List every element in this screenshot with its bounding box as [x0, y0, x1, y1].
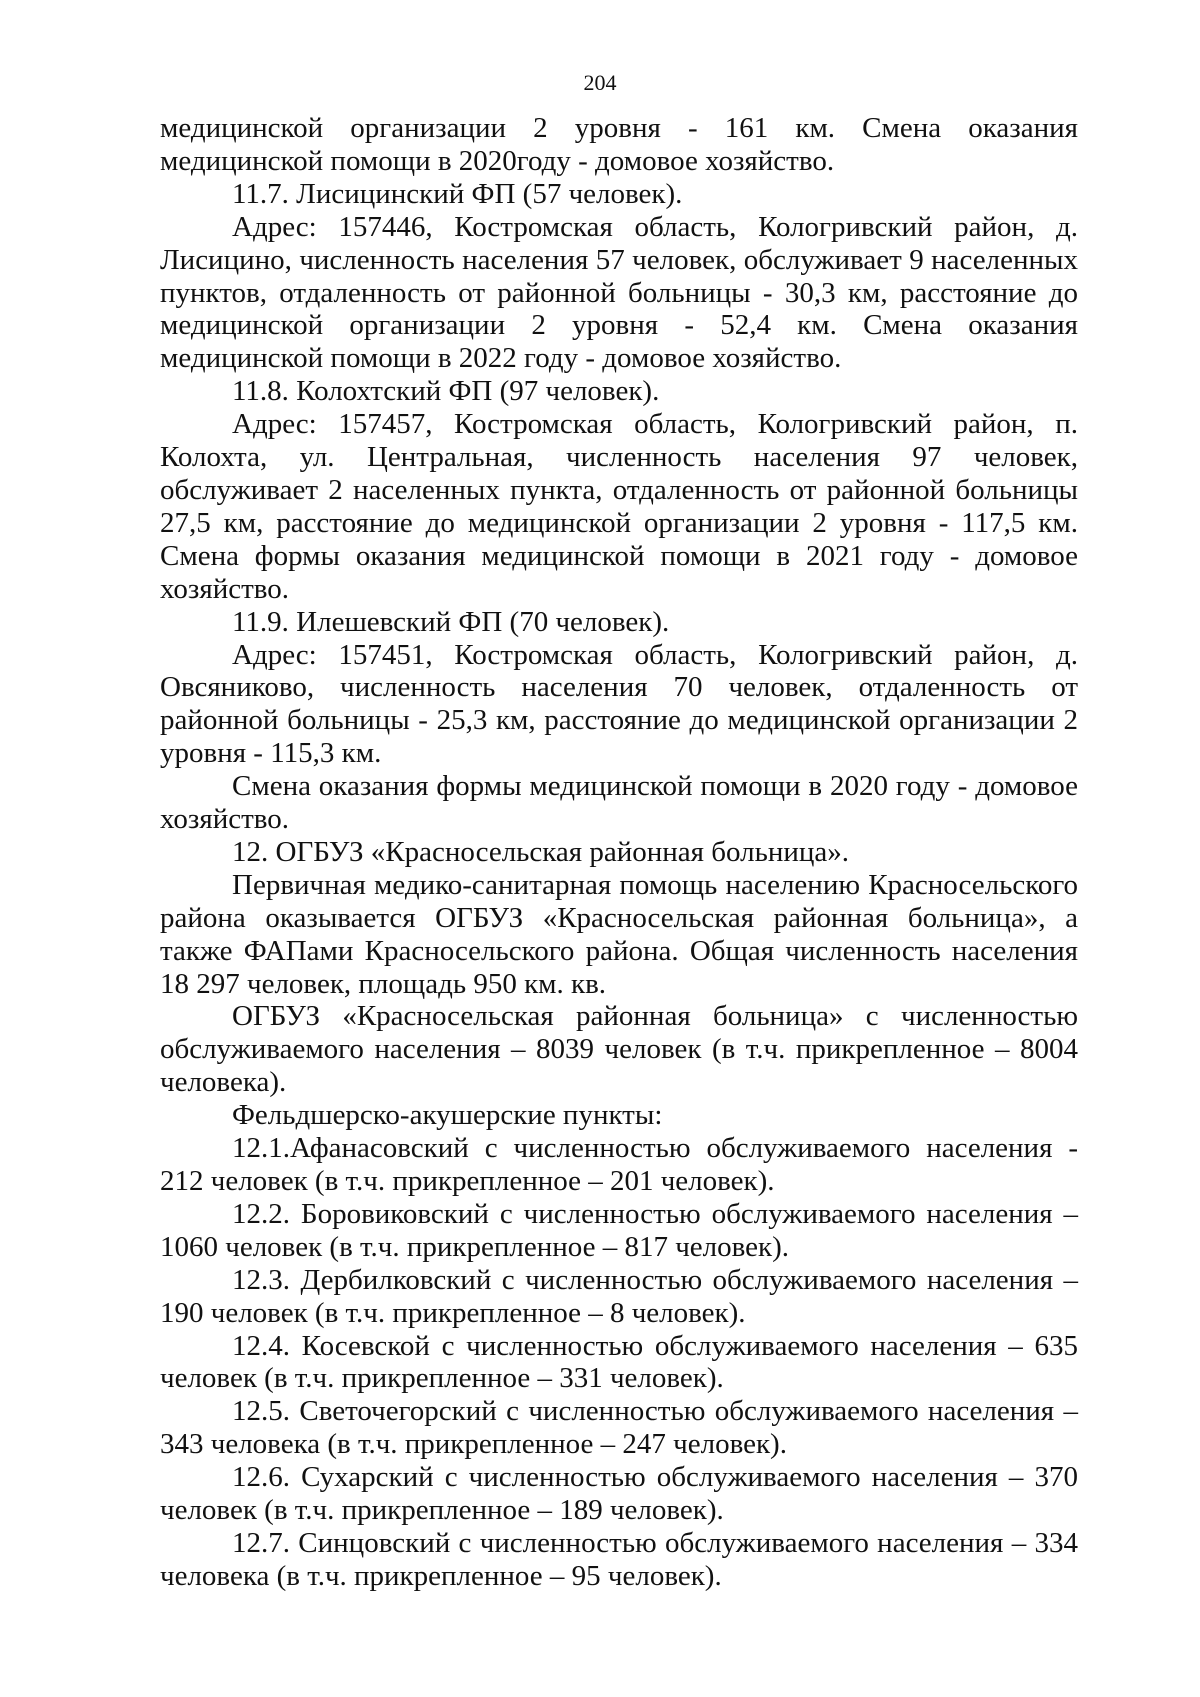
- list-item-12-5: 12.5. Светочегорский с численностью обслуживаемого населения – 343 человека (в т.ч. прикрепленное – 247 человек).: [160, 1395, 1078, 1461]
- list-item-12-1: 12.1.Афанасовский с численностью обслуживаемого населения - 212 человек (в т.ч. прикрепленное – 201 человек).: [160, 1132, 1078, 1197]
- heading-11-8: 11.8. Колохтский ФП (97 человек).: [232, 375, 660, 408]
- list-item-12-2: 12.2. Боровиковский с численностью обслуживаемого населения – 1060 человек (в т.ч. прикрепленное – 817 человек).: [160, 1197, 1078, 1263]
- heading-12: 12. ОГБУЗ «Красносельская районная больница».: [232, 835, 850, 868]
- page-number: 204: [583, 70, 617, 95]
- heading-11-9: 11.9. Илешевский ФП (70 человек).: [232, 605, 670, 638]
- paragraph-hospital-population: ОГБУЗ «Красносельская районная больница» с численностью обслуживаемого населения – 8039 человек (в т.ч. прикрепленное – 8004 человека).: [160, 1000, 1078, 1099]
- paragraph-change-11-9: Смена оказания формы медицинской помощи в 2020 году - домовое хозяйство.: [160, 770, 1078, 836]
- heading-fap-list: Фельдшерско-акушерские пункты:: [232, 1099, 663, 1132]
- paragraph-primary-care: Первичная медико-санитарная помощь населению Красносельского района оказывается ОГБУЗ «Красносельская районная больница», а также ФАПами Красносельского района. Общая численность населения 18 297 человек, площадь 950 км. кв.: [160, 868, 1078, 1000]
- list-item-12-4: 12.4. Косевской с численностью обслуживаемого населения – 635 человек (в т.ч. прикрепленное – 331 человек).: [160, 1329, 1078, 1395]
- paragraph-address-11-9: Адрес: 157451, Костромская область, Кологривский район, д. Овсяниково, численность населения 70 человек, отдаленность от районной больницы - 25,3 км, расстояние до медицинской организации 2 уровня - 115,3 км.: [160, 638, 1078, 770]
- paragraph-address-11-7: Адрес: 157446, Костромская область, Кологривский район, д. Лисицино, численность населения 57 человек, обслуживает 9 населенных пунктов, отдаленность от районной больницы - 30,3 км, расстояние до медицинской организации 2 уровня - 52,4 км. Смена оказания медицинской помощи в 2022 году - домовое хозяйство.: [160, 210, 1078, 375]
- list-item-12-7: 12.7. Синцовский с численностью обслуживаемого населения – 334 человека (в т.ч. прикрепленное – 95 человек).: [160, 1526, 1078, 1592]
- document-body: [160, 112, 1078, 1593]
- paragraph-continuation: медицинской организации 2 уровня - 161 км. Смена оказания медицинской помощи в 2020году - домовое хозяйство.: [160, 112, 1078, 177]
- list-item-12-6: 12.6. Сухарский с численностью обслуживаемого населения – 370 человек (в т.ч. прикрепленное – 189 человек).: [160, 1461, 1078, 1527]
- heading-11-7: 11.7. Лисицинский ФП (57 человек).: [232, 177, 683, 210]
- paragraph-address-11-8: Адрес: 157457, Костромская область, Кологривский район, п. Колохта, ул. Центральная, численность населения 97 человек, обслуживает 2 населенных пункта, отдаленность от районной больницы 27,5 км, расстояние до медицинской организации 2 уровня - 117,5 км. Смена формы оказания медицинской помощи в 2021 году - домовое хозяйство.: [160, 408, 1078, 605]
- list-item-12-3: 12.3. Дербилковский с численностью обслуживаемого населения – 190 человек (в т.ч. прикрепленное – 8 человек).: [160, 1263, 1078, 1329]
